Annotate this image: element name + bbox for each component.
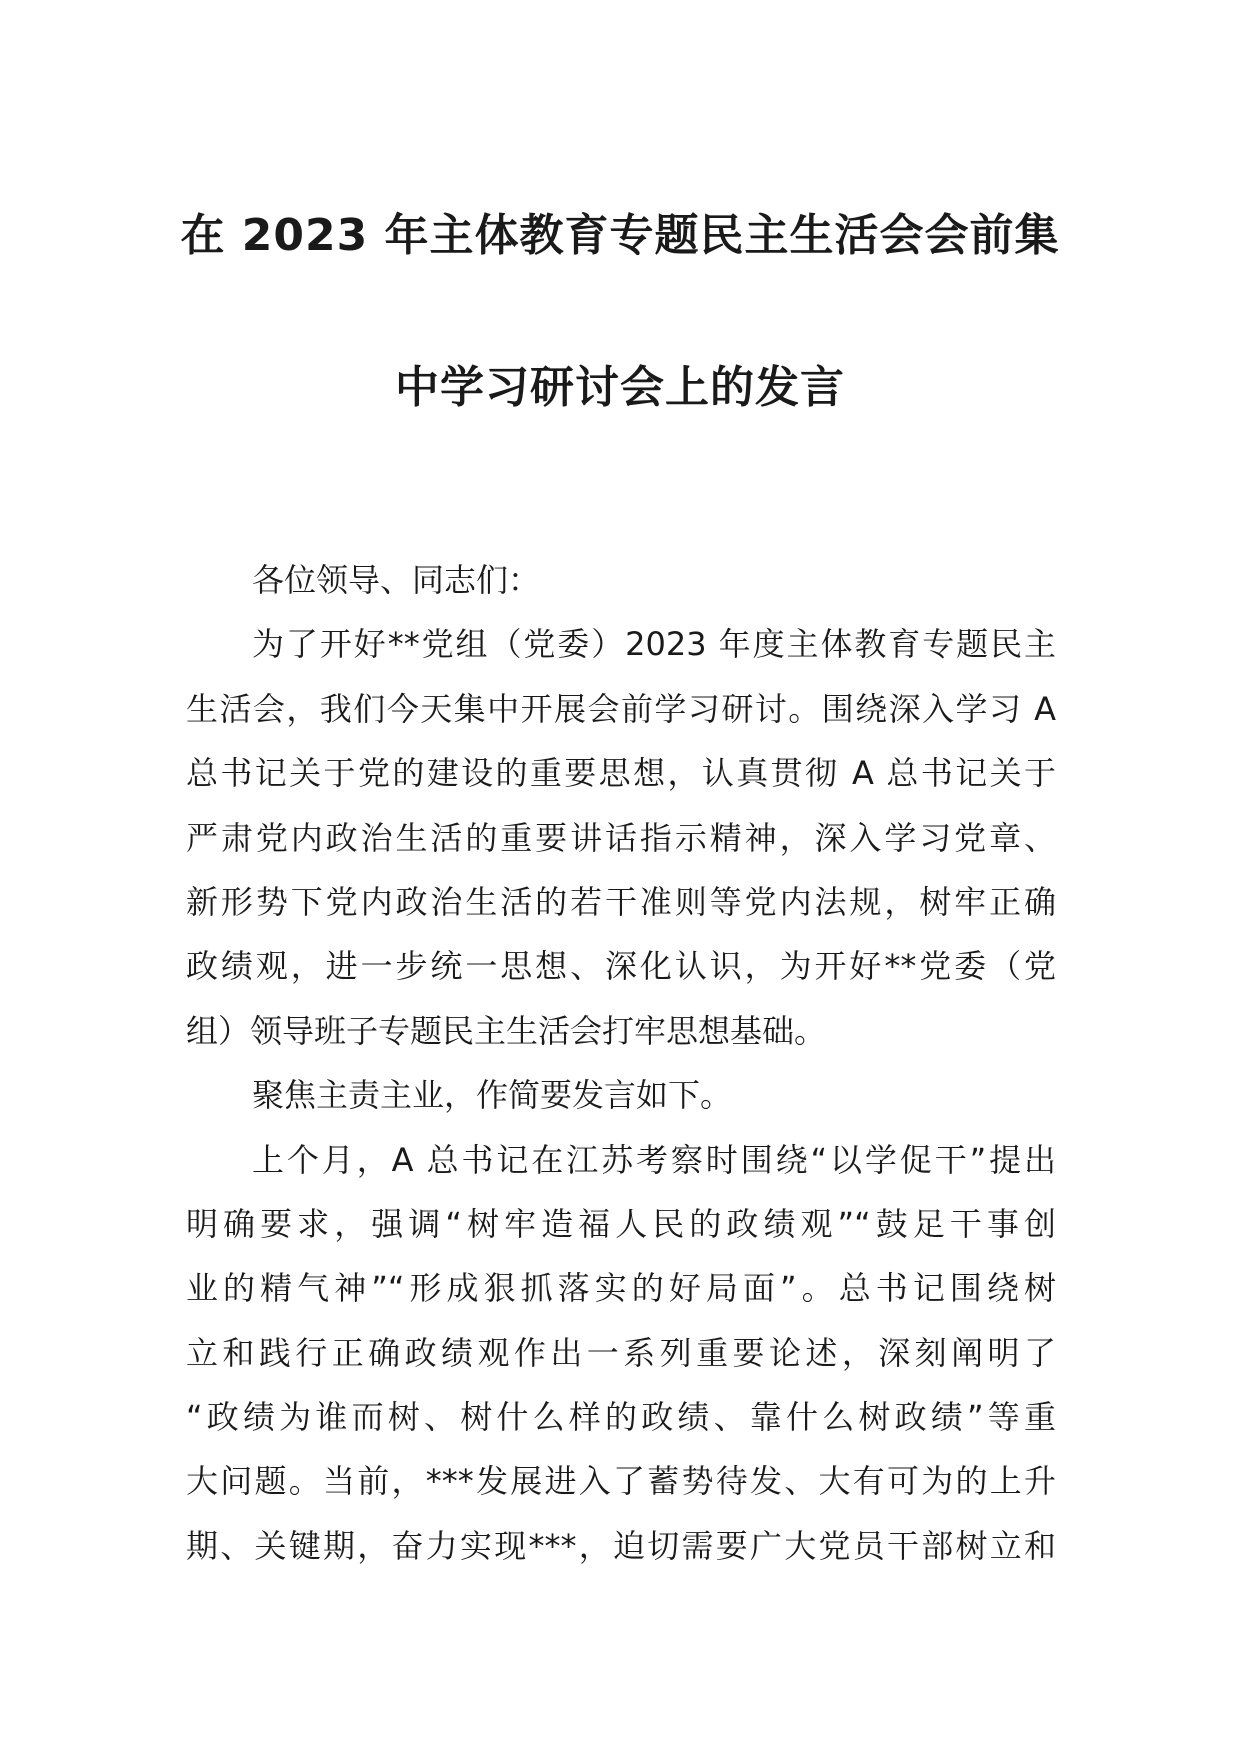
body-line: 为了开好**党组（党委）2023 年度主体教育专题民主 — [252, 625, 1056, 664]
body-line: 政绩观，进一步统一思想、深化认识，为开好**党委（党 — [186, 947, 1056, 986]
body-line: 上个月，A 总书记在江苏考察时围绕“以学促干”提出 — [252, 1140, 1056, 1179]
document-body — [186, 548, 1056, 1578]
body-line: “政绩为谁而树、树什么样的政绩、靠什么树政绩”等重 — [186, 1398, 1056, 1437]
document-title-line-2: 中学习研讨会上的发言 — [395, 362, 845, 413]
document-title-line-1: 在 2023 年主体教育专题民主生活会会前集 — [180, 210, 1060, 261]
body-line: 大问题。当前，***发展进入了蓄势待发、大有可为的上升 — [186, 1462, 1056, 1501]
body-line: 期、关键期，奋力实现***，迫切需要广大党员干部树立和 — [186, 1526, 1056, 1565]
body-line: 生活会，我们今天集中开展会前学习研讨。围绕深入学习 A — [186, 689, 1056, 728]
body-line: 明确要求，强调“树牢造福人民的政绩观”“鼓足干事创 — [186, 1204, 1056, 1243]
body-line: 新形势下党内政治生活的若干准则等党内法规，树牢正确 — [186, 882, 1056, 921]
body-line: 组）领导班子专题民主生活会打牢思想基础。 — [186, 1011, 827, 1050]
body-line: 聚焦主责主业，作简要发言如下。 — [252, 1076, 733, 1115]
body-line: 立和践行正确政绩观作出一系列重要论述，深刻阐明了 — [186, 1333, 1056, 1372]
body-line: 业的精气神”“形成狠抓落实的好局面”。总书记围绕树 — [186, 1269, 1056, 1308]
body-line: 总书记关于党的建设的重要思想，认真贯彻 A 总书记关于 — [186, 754, 1056, 793]
body-line: 严肃党内政治生活的重要讲话指示精神，深入学习党章、 — [186, 818, 1056, 857]
salutation-line: 各位领导、同志们： — [252, 561, 541, 599]
